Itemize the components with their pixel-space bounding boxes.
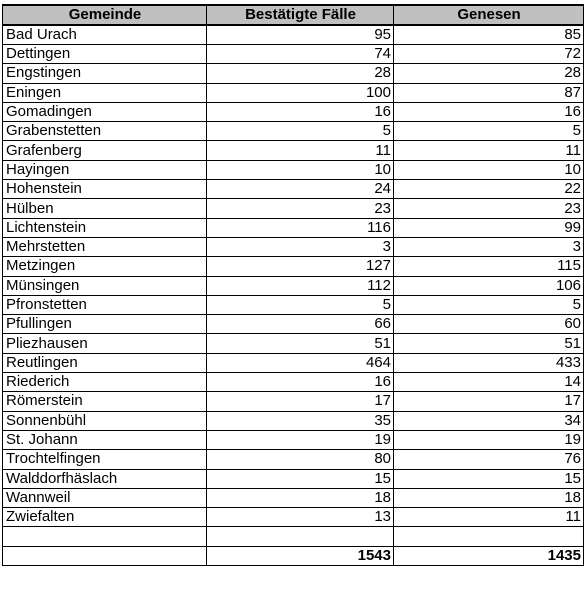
table-row [3, 102, 584, 121]
bestaetigte-faelle-cell: 10 [207, 160, 394, 179]
empty-row [3, 527, 584, 546]
gemeinde-cell: Reutlingen [3, 353, 207, 372]
gemeinde-cell: Mehrstetten [3, 237, 207, 256]
genesen-cell: 51 [394, 334, 584, 353]
gemeinde-cell: Grabenstetten [3, 122, 207, 141]
genesen-cell: 106 [394, 276, 584, 295]
bestaetigte-faelle-cell: 5 [207, 295, 394, 314]
table-row [3, 199, 584, 218]
gemeinde-cell: Metzingen [3, 257, 207, 276]
genesen-cell: 11 [394, 141, 584, 160]
bestaetigte-faelle-cell: 100 [207, 83, 394, 102]
table-row [3, 83, 584, 102]
genesen-cell: 18 [394, 488, 584, 507]
table-body [3, 25, 584, 566]
bestaetigte-faelle-cell: 80 [207, 450, 394, 469]
bestaetigte-faelle-cell: 28 [207, 64, 394, 83]
table-row [3, 45, 584, 64]
gemeinde-cell: Gomadingen [3, 102, 207, 121]
bestaetigte-faelle-cell: 15 [207, 469, 394, 488]
gemeinde-cell: Pfronstetten [3, 295, 207, 314]
genesen-cell: 28 [394, 64, 584, 83]
table-row [3, 295, 584, 314]
table-row [3, 257, 584, 276]
bestaetigte-faelle-cell: 19 [207, 430, 394, 449]
bestaetigte-faelle-cell: 74 [207, 45, 394, 64]
bestaetigte-faelle-cell: 13 [207, 508, 394, 527]
gemeinde-cell: Pliezhausen [3, 334, 207, 353]
genesen-cell: 23 [394, 199, 584, 218]
gemeinde-cell: Riederich [3, 373, 207, 392]
table-row [3, 276, 584, 295]
empty-cell [394, 527, 584, 546]
covid-cases-table [2, 4, 584, 566]
gemeinde-cell: Walddorfhäslach [3, 469, 207, 488]
bestaetigte-faelle-cell: 24 [207, 180, 394, 199]
header-bestaetigte-faelle: Bestätigte Fälle [207, 5, 394, 25]
table-row [3, 430, 584, 449]
gemeinde-cell: Grafenberg [3, 141, 207, 160]
bestaetigte-faelle-cell: 16 [207, 373, 394, 392]
gemeinde-cell: Hohenstein [3, 180, 207, 199]
table-row [3, 315, 584, 334]
table-row [3, 334, 584, 353]
bestaetigte-faelle-cell: 5 [207, 122, 394, 141]
gemeinde-cell: Hülben [3, 199, 207, 218]
genesen-cell: 76 [394, 450, 584, 469]
gemeinde-cell: Wannweil [3, 488, 207, 507]
genesen-cell: 115 [394, 257, 584, 276]
table-row [3, 469, 584, 488]
gemeinde-cell: Münsingen [3, 276, 207, 295]
gemeinde-cell: Zwiefalten [3, 508, 207, 527]
gemeinde-cell: Pfullingen [3, 315, 207, 334]
bestaetigte-faelle-cell: 23 [207, 199, 394, 218]
genesen-cell: 60 [394, 315, 584, 334]
empty-cell [3, 527, 207, 546]
table-row [3, 508, 584, 527]
bestaetigte-faelle-cell: 66 [207, 315, 394, 334]
table-row [3, 411, 584, 430]
bestaetigte-faelle-cell: 95 [207, 25, 394, 45]
genesen-cell: 87 [394, 83, 584, 102]
genesen-cell: 15 [394, 469, 584, 488]
genesen-cell: 22 [394, 180, 584, 199]
gemeinde-cell: Hayingen [3, 160, 207, 179]
genesen-cell: 10 [394, 160, 584, 179]
genesen-cell: 85 [394, 25, 584, 45]
table-row [3, 373, 584, 392]
genesen-cell: 11 [394, 508, 584, 527]
bestaetigte-faelle-cell: 116 [207, 218, 394, 237]
table-row [3, 450, 584, 469]
gemeinde-cell: Trochtelfingen [3, 450, 207, 469]
bestaetigte-faelle-cell: 3 [207, 237, 394, 256]
genesen-cell: 3 [394, 237, 584, 256]
table-row [3, 141, 584, 160]
header-row [3, 5, 584, 25]
total-label-cell [3, 546, 207, 565]
gemeinde-cell: Engstingen [3, 64, 207, 83]
bestaetigte-faelle-cell: 464 [207, 353, 394, 372]
table-row [3, 64, 584, 83]
bestaetigte-faelle-cell: 112 [207, 276, 394, 295]
empty-cell [207, 527, 394, 546]
bestaetigte-faelle-cell: 11 [207, 141, 394, 160]
bestaetigte-faelle-cell: 18 [207, 488, 394, 507]
genesen-cell: 5 [394, 122, 584, 141]
table-row [3, 392, 584, 411]
bestaetigte-faelle-cell: 17 [207, 392, 394, 411]
table-row [3, 218, 584, 237]
bestaetigte-faelle-cell: 16 [207, 102, 394, 121]
gemeinde-cell: Bad Urach [3, 25, 207, 45]
header-gemeinde: Gemeinde [3, 5, 207, 25]
genesen-cell: 5 [394, 295, 584, 314]
table-row [3, 180, 584, 199]
table-row [3, 25, 584, 45]
total-row [3, 546, 584, 565]
table-row [3, 488, 584, 507]
gemeinde-cell: Dettingen [3, 45, 207, 64]
gemeinde-cell: Lichtenstein [3, 218, 207, 237]
total-bestaetigt: 1543 [207, 546, 394, 565]
table-row [3, 353, 584, 372]
genesen-cell: 433 [394, 353, 584, 372]
genesen-cell: 14 [394, 373, 584, 392]
header-genesen: Genesen [394, 5, 584, 25]
genesen-cell: 72 [394, 45, 584, 64]
table-row [3, 122, 584, 141]
table-row [3, 160, 584, 179]
bestaetigte-faelle-cell: 51 [207, 334, 394, 353]
genesen-cell: 16 [394, 102, 584, 121]
total-genesen: 1435 [394, 546, 584, 565]
gemeinde-cell: Sonnenbühl [3, 411, 207, 430]
genesen-cell: 99 [394, 218, 584, 237]
table-row [3, 237, 584, 256]
gemeinde-cell: Römerstein [3, 392, 207, 411]
bestaetigte-faelle-cell: 35 [207, 411, 394, 430]
bestaetigte-faelle-cell: 127 [207, 257, 394, 276]
gemeinde-cell: St. Johann [3, 430, 207, 449]
genesen-cell: 19 [394, 430, 584, 449]
gemeinde-cell: Eningen [3, 83, 207, 102]
genesen-cell: 34 [394, 411, 584, 430]
genesen-cell: 17 [394, 392, 584, 411]
